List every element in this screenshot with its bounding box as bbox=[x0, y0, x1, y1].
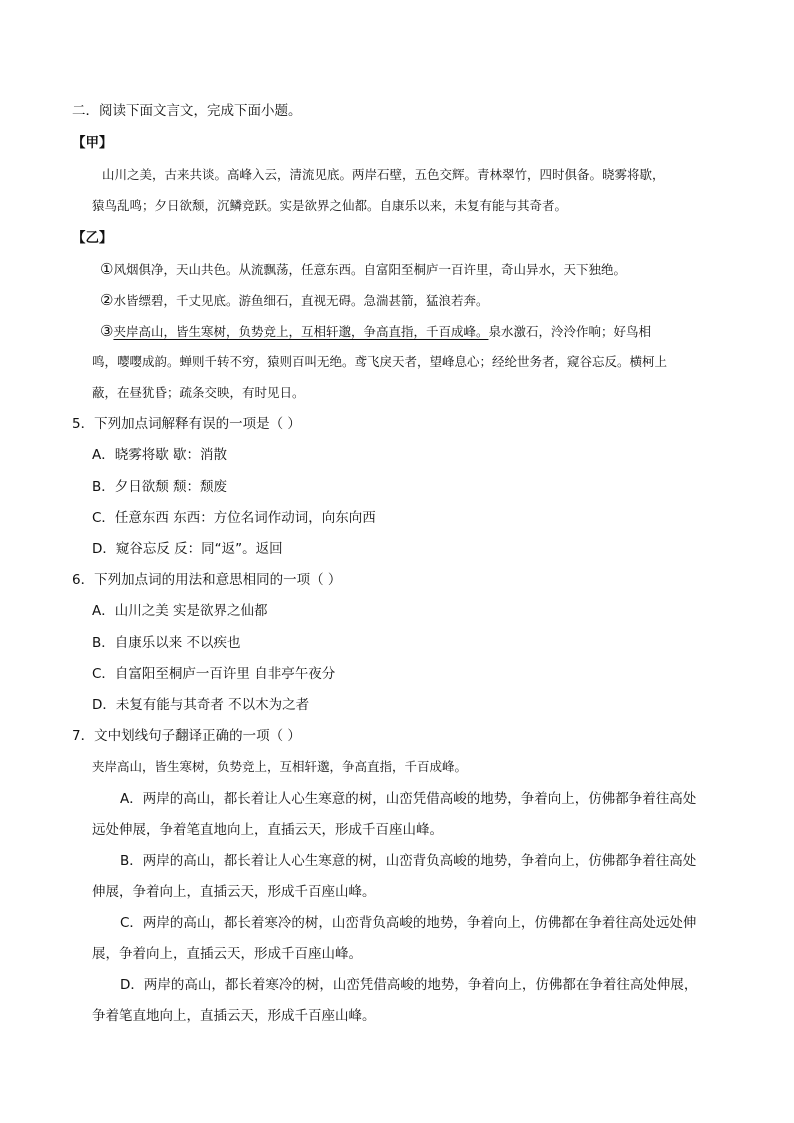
question-5-option-c[interactable]: C．任意东西 东西：方位名词作动词，向东向西 bbox=[92, 510, 376, 526]
passage-jia-label: 【甲】 bbox=[72, 135, 113, 151]
passage-yi-paragraph-1 bbox=[100, 259, 626, 280]
question-5-option-d[interactable]: D．窥谷忘反 反：同“返”。返回 bbox=[92, 541, 283, 557]
passage-yi-paragraph-3-line-3: 蔽，在昼犹昏；疏条交映，有时见日。 bbox=[92, 385, 305, 400]
passage-jia-line-2: 猿鸟乱鸣；夕日欲颓，沉鳞竞跃。实是欲界之仙都。自康乐以来，未复有能与其奇者。 bbox=[92, 198, 568, 213]
question-6-option-d[interactable]: D．未复有能与其奇者 不以木为之者 bbox=[92, 697, 310, 713]
question-7-option-d-line-2: 争着笔直地向上，直插云天，形成千百座山峰。 bbox=[92, 1008, 376, 1024]
question-6-option-a[interactable]: A．山川之美 实是欲界之仙都 bbox=[92, 603, 268, 619]
question-5-option-a[interactable]: A．晓雾将歇 歇：消散 bbox=[92, 447, 228, 463]
section-title: 二．阅读下面文言文，完成下面小题。 bbox=[72, 103, 302, 119]
question-7-option-a-line-2: 远处伸展，争着笔直地向上，直插云天，形成千百座山峰。 bbox=[92, 822, 443, 838]
question-5-stem: 5．下列加点词解释有误的一项是（ ） bbox=[72, 416, 301, 432]
passage-yi-paragraph-2 bbox=[100, 290, 488, 311]
underlined-sentence: 夹岸高山，皆生寒树，负势竞上，互相轩邈，争高直指，千百成峰。 bbox=[113, 324, 489, 339]
paragraph-marker: ③ bbox=[100, 322, 114, 340]
question-7-option-b-line-1[interactable]: B．两岸的高山，都长着让人心生寒意的树，山峦背负高峻的地势，争着向上，仿佛都争着往高处 bbox=[120, 853, 697, 869]
paragraph-text: 风烟俱净，天山共色。从流飘荡，任意东西。自富阳至桐庐一百许里，奇山异水，天下独绝。 bbox=[113, 262, 626, 277]
passage-jia-line-1: 山川之美，古来共谈。高峰入云，清流见底。两岸石壁，五色交辉。青林翠竹，四时俱备。晓雾将歇， bbox=[102, 167, 665, 182]
passage-yi-paragraph-3-line-1 bbox=[100, 321, 651, 342]
question-7-stem: 7．文中划线句子翻译正确的一项（ ） bbox=[72, 728, 301, 744]
question-7-quote: 夹岸高山，皆生寒树，负势竞上，互相轩邈，争高直指，千百成峰。 bbox=[92, 759, 468, 774]
question-7-option-c-line-1[interactable]: C．两岸的高山，都长着寒冷的树，山峦背负高峻的地势，争着向上，仿佛都在争着往高处远处伸 bbox=[120, 915, 697, 931]
question-7-option-a-line-1[interactable]: A．两岸的高山，都长着让人心生寒意的树，山峦凭借高峻的地势，争着向上，仿佛都争着往高处 bbox=[120, 791, 697, 807]
paragraph-text: 水皆缥碧，千丈见底。游鱼细石，直视无碍。急湍甚箭，猛浪若奔。 bbox=[113, 293, 489, 308]
question-7-option-c-line-2: 展，争着向上，直插云天，形成千百座山峰。 bbox=[92, 946, 362, 962]
question-6-option-c[interactable]: C．自富阳至桐庐一百许里 自非亭午夜分 bbox=[92, 666, 336, 682]
question-7-option-b-line-2: 伸展，争着向上，直插云天，形成千百座山峰。 bbox=[92, 884, 376, 900]
paragraph-marker: ① bbox=[100, 260, 114, 278]
question-5-option-b[interactable]: B．夕日欲颓 颓：颓废 bbox=[92, 479, 228, 495]
passage-yi-paragraph-3-line-2: 鸣，嘤嘤成韵。蝉则千转不穷，猿则百叫无绝。鸢飞戾天者，望峰息心；经纶世务者，窥谷忘反。横柯上 bbox=[92, 354, 668, 369]
paragraph-text: 泉水激石，泠泠作响；好鸟相 bbox=[488, 324, 651, 339]
question-6-stem: 6．下列加点词的用法和意思相同的一项（ ） bbox=[72, 572, 342, 588]
question-6-option-b[interactable]: B．自康乐以来 不以疾也 bbox=[92, 635, 241, 651]
question-7-option-d-line-1[interactable]: D．两岸的高山，都长着寒冷的树，山峦凭借高峻的地势，争着向上，仿佛都在争着往高处伸展， bbox=[120, 977, 698, 993]
passage-yi-label: 【乙】 bbox=[72, 230, 113, 246]
paragraph-marker: ② bbox=[100, 291, 114, 309]
